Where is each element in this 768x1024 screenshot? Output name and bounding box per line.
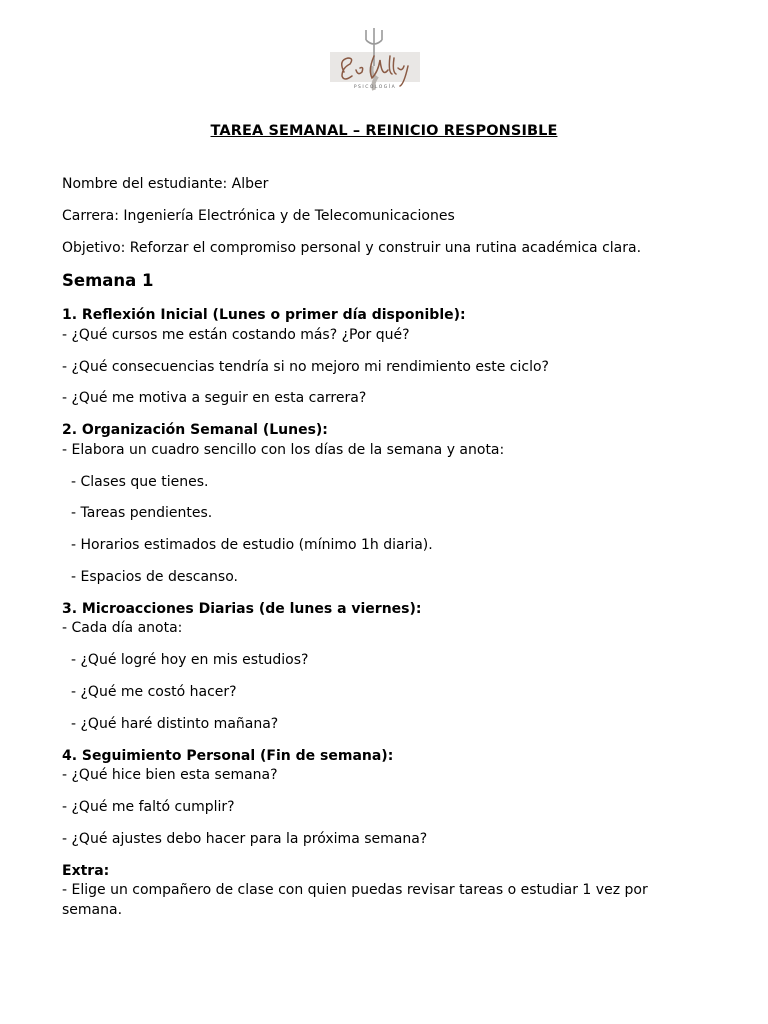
week-heading: Semana 1: [62, 271, 154, 290]
list-subitem: - ¿Qué haré distinto mañana?: [71, 716, 279, 732]
section-heading: 3. Microacciones Diarias (de lunes a viernes):: [62, 601, 422, 617]
career: Carrera: Ingeniería Electrónica y de Telecomunicaciones: [62, 208, 455, 224]
list-item: - ¿Qué ajustes debo hacer para la próxima semana?: [62, 831, 428, 847]
section-heading: 2. Organización Semanal (Lunes):: [62, 422, 328, 438]
section-heading: Extra:: [62, 863, 110, 879]
list-subitem: - ¿Qué logré hoy en mis estudios?: [71, 652, 309, 668]
list-item: - ¿Qué me faltó cumplir?: [62, 799, 235, 815]
list-item: - ¿Qué consecuencias tendría si no mejoro mi rendimiento este ciclo?: [62, 359, 549, 375]
document-title: TAREA SEMANAL – REINICIO RESPONSIBLE: [210, 123, 558, 139]
list-subitem: - Tareas pendientes.: [71, 505, 213, 521]
list-subitem: - ¿Qué me costó hacer?: [71, 684, 237, 700]
list-subitem: - Clases que tienes.: [71, 474, 209, 490]
list-item: - Elabora un cuadro sencillo con los días de la semana y anota:: [62, 442, 505, 458]
list-subitem: - Horarios estimados de estudio (mínimo 1h diaria).: [71, 537, 433, 553]
student-name: Nombre del estudiante: Alber: [62, 176, 269, 192]
list-item: - ¿Qué hice bien esta semana?: [62, 767, 278, 783]
list-item: - Cada día anota:: [62, 620, 183, 636]
list-item: - ¿Qué me motiva a seguir en esta carrera?: [62, 390, 367, 406]
objective: Objetivo: Reforzar el compromiso personal y construir una rutina académica clara.: [62, 240, 642, 256]
psychology-logo: [328, 26, 422, 96]
list-item: - Elige un compañero de clase con quien puedas revisar tareas o estudiar 1 vez por semana.: [62, 882, 648, 918]
logo-subtext: PSICOLOGÍA: [353, 85, 397, 90]
section-heading: 4. Seguimiento Personal (Fin de semana):: [62, 748, 394, 764]
list-subitem: - Espacios de descanso.: [71, 569, 238, 585]
section-heading: 1. Reflexión Inicial (Lunes o primer día disponible):: [62, 307, 466, 323]
list-item: - ¿Qué cursos me están costando más? ¿Por qué?: [62, 327, 410, 343]
